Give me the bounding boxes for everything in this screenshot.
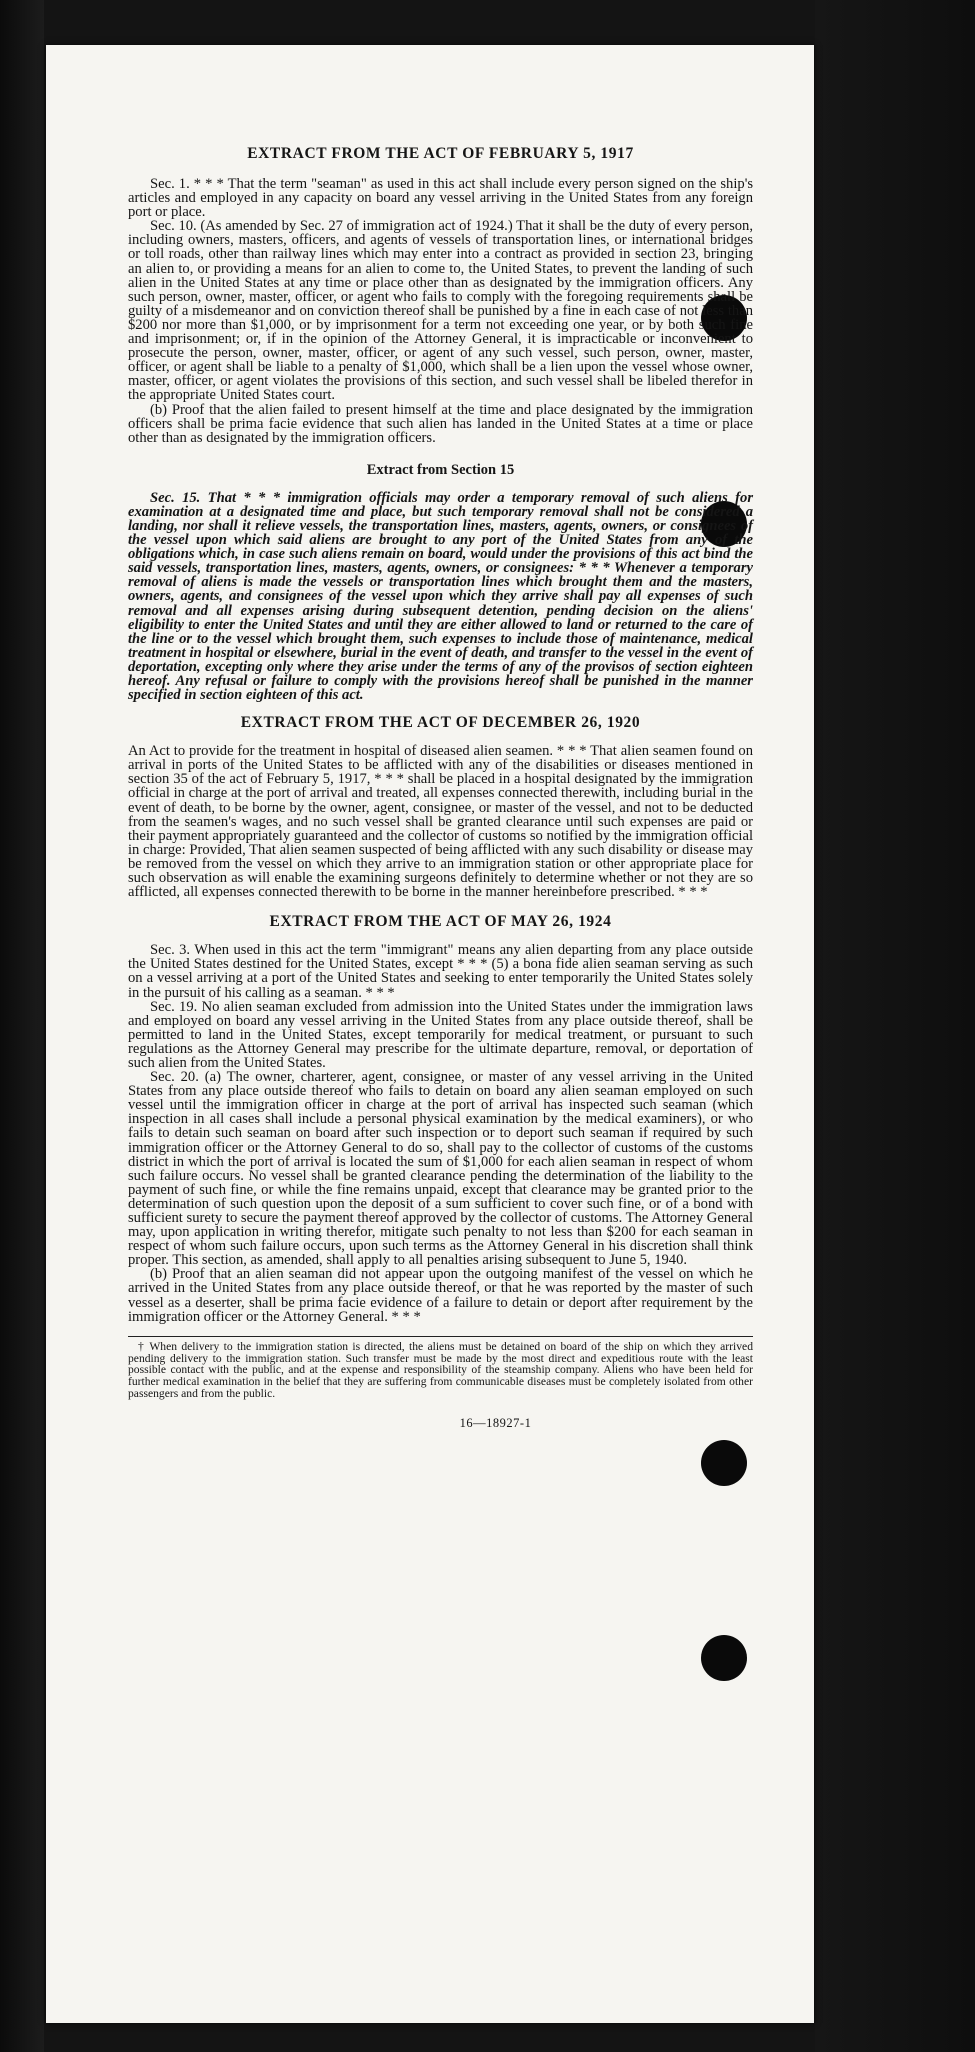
section-heading: EXTRACT FROM THE ACT OF DECEMBER 26, 1920: [240, 714, 641, 732]
section-act-1924: [128, 913, 753, 1324]
punch-hole-4: [701, 1635, 747, 1681]
paragraph-sec-20-b: (b) Proof that an alien seaman did not appear upon the outgoing manifest of the vessel on which he arrived in the United States from any place outside thereof, or that he was reported by the master of such vessel as a deserter, shall be prima facie evidence of a failure to detain or deport after requirement by the immigration officer or the Attorney General. * * *: [128, 1266, 753, 1325]
section-heading: EXTRACT FROM THE ACT OF MAY 26, 1924: [269, 913, 612, 931]
document-page: [46, 45, 814, 2023]
section-subheading: Extract from Section 15: [366, 461, 515, 478]
paragraph-sec-20-a: Sec. 20. (a) The owner, charterer, agent, consignee, or master of any vessel arriving in the United States from any place outside thereof who fails to detain on board any alien seaman employed on such vessel until the immigration officer in charge at the port of arrival has inspected such seaman (which inspection in all cases shall include a personal physical examination by the medical examiners), or who fails to detain such seaman on board after such inspection or to deport such seaman if required by such immigration officer or the Attorney General to do so, shall pay to the collector of customs of the customs district in which the port of arrival is located the sum of $1,000 for each alien seaman in respect of whom such failure occurs. No vessel shall be granted clearance pending the determination of the liability to the payment of such fine, or while the fine remains unpaid, except that clearance may be granted prior to the determination of such question upon the deposit of a sum sufficient to cover such fine, or of a bond with sufficient surety to secure the payment thereof approved by the collector of customs. The Attorney General may, upon application in writing therefor, mitigate such penalty to not less than $200 for each seaman in respect of whom such failure occurs, upon such terms as the Attorney General in his discretion shall think proper. This section, as amended, shall apply to all penalties arising subsequent to June 5, 1940.: [128, 1069, 753, 1269]
footnote: † When delivery to the immigration station is directed, the aliens must be detained on board of the ship on which they arrived pending delivery to the immigration station. Such transfer must be made by the most direct and expeditious route with the least possible contact with the public, and at the expense and responsibility of the steamship company. Aliens who have been held for further medical examination in the belief that they are suffering from communicable diseases must be completely isolated from other passengers and from the public.: [128, 1339, 753, 1400]
scan-border-right: [815, 0, 975, 2052]
section-act-1920: [128, 714, 753, 899]
paragraph-sec-10: Sec. 10. (As amended by Sec. 27 of immigration act of 1924.) That it shall be the duty of every person, including owners, masters, officers, and agents of vessels of transportation lines, or international bridges or toll roads, other than railway lines which may enter into a contract as provided in section 23, bringing an alien to, or providing a means for an alien to come to, the United States, to prevent the landing of such alien in the United States at any time or place other than as designated by the immigration officers. Any such person, owner, master, officer, or agent who fails to comply with the foregoing requirements shall be guilty of a misdemeanor and on conviction thereof shall be punished by a fine in each case of not less than $200 nor more than $1,000, or by imprisonment for a term not exceeding one year, or by both such fine and imprisonment; or, if in the opinion of the Attorney General, it is impracticable or inconvenient to prosecute the person, owner, master, officer, or agent of any such vessel, such person, owner, master, officer, or agent shall be liable to a penalty of $1,000, which shall be a lien upon the vessel whose owner, master, officer, or agent violates the provisions of this section, and such vessel shall be libeled therefor in the appropriate United States court.: [128, 218, 753, 404]
document-body: [128, 145, 753, 1430]
punch-hole-3: [701, 1440, 747, 1486]
paragraph-sec-10-b: (b) Proof that the alien failed to present himself at the time and place designated by the immigration officers shall be prima facie evidence that such alien has landed in the United States at a time or place other than as designated by the immigration officers.: [128, 401, 753, 446]
section-act-1917: [128, 145, 753, 445]
section-extract-15: [128, 461, 753, 702]
paragraph-sec-19: Sec. 19. No alien seaman excluded from admission into the United States under the immigration laws and employed on board any vessel arriving in the United States from any place outside thereof, shall be permitted to land in the United States, except temporarily for medical treatment, or pursuant to such regulations as the Attorney General may prescribe for the ultimate departure, removal, or deportation of such alien from the United States.: [128, 998, 753, 1071]
document-number: 16—18927-1: [459, 1415, 532, 1430]
section-heading: EXTRACT FROM THE ACT OF FEBRUARY 5, 1917: [247, 145, 634, 162]
paragraph-sec-1: Sec. 1. * * * That the term "seaman" as used in this act shall include every person signed on the ship's articles and employed in any capacity on board any vessel arriving in the United States from any foreign port or place.: [128, 176, 753, 221]
scan-border-left: [0, 0, 44, 2052]
paragraph-sec-3: Sec. 3. When used in this act the term "immigrant" means any alien departing from any place outside the United States destined for the United States, except * * * (5) a bona fide alien seaman serving as such on a vessel arriving at a port of the United States and seeking to enter temporarily the United States solely in the pursuit of his calling as a seaman. * * *: [128, 942, 753, 1001]
paragraph-sec-15: Sec. 15. That * * * immigration officials may order a temporary removal of such aliens for examination at a designated time and place, but such temporary removal shall not be considered a landing, nor shall it relieve vessels, the transportation lines, masters, agents, owners, or consignees of the vessel upon which said aliens are brought to any port of the United States from any of the obligations which, in case such aliens remain on board, would under the provisions of this act bind the said vessels, transportation lines, masters, agents, owners, or consignees: * * * Whenever a temporary removal of aliens is made the vessels or transportation lines which brought them and the masters, owners, agents, and consignees of the vessel upon which they arrive shall pay all expenses of such removal and all expenses arising during subsequent detention, pending decision on the aliens' eligibility to enter the United States and until they are either allowed to land or returned to the care of the line or to the vessel which brought them, such expenses to include those of maintenance, medical treatment in hospital or elsewhere, burial in the event of death, and transfer to the vessel in the event of deportation, excepting only where they arise under the terms of any of the provisos of section eighteen hereof. Any refusal or failure to comply with the provisions hereof shall be punished in the manner specified in section eighteen of this act.: [128, 489, 753, 704]
paragraph-hospital-treatment: An Act to provide for the treatment in hospital of diseased alien seamen. * * * That alien seamen found on arrival in ports of the United States to be afflicted with any of the disabilities or diseases mentioned in section 35 of the act of February 5, 1917, * * * shall be placed in a hospital designated by the immigration official in charge at the port of arrival and treated, all expenses connected therewith, including burial in the event of death, to be borne by the owner, agent, consignee, or master of the vessel, and not to be deducted from the seamen's wages, and no such vessel shall be granted clearance until such expenses are paid or their payment appropriately guaranteed and the collector of customs so notified by the immigration official in charge: Provided, That alien seamen suspected of being afflicted with any such disability or disease may be removed from the vessel on which they arrive to an immigration station or other appropriate place for such observation as will enable the examining surgeons definitely to determine whether or not they are so afflicted, all expenses connected therewith to be borne in the manner hereinbefore prescribed. * * *: [128, 743, 753, 901]
